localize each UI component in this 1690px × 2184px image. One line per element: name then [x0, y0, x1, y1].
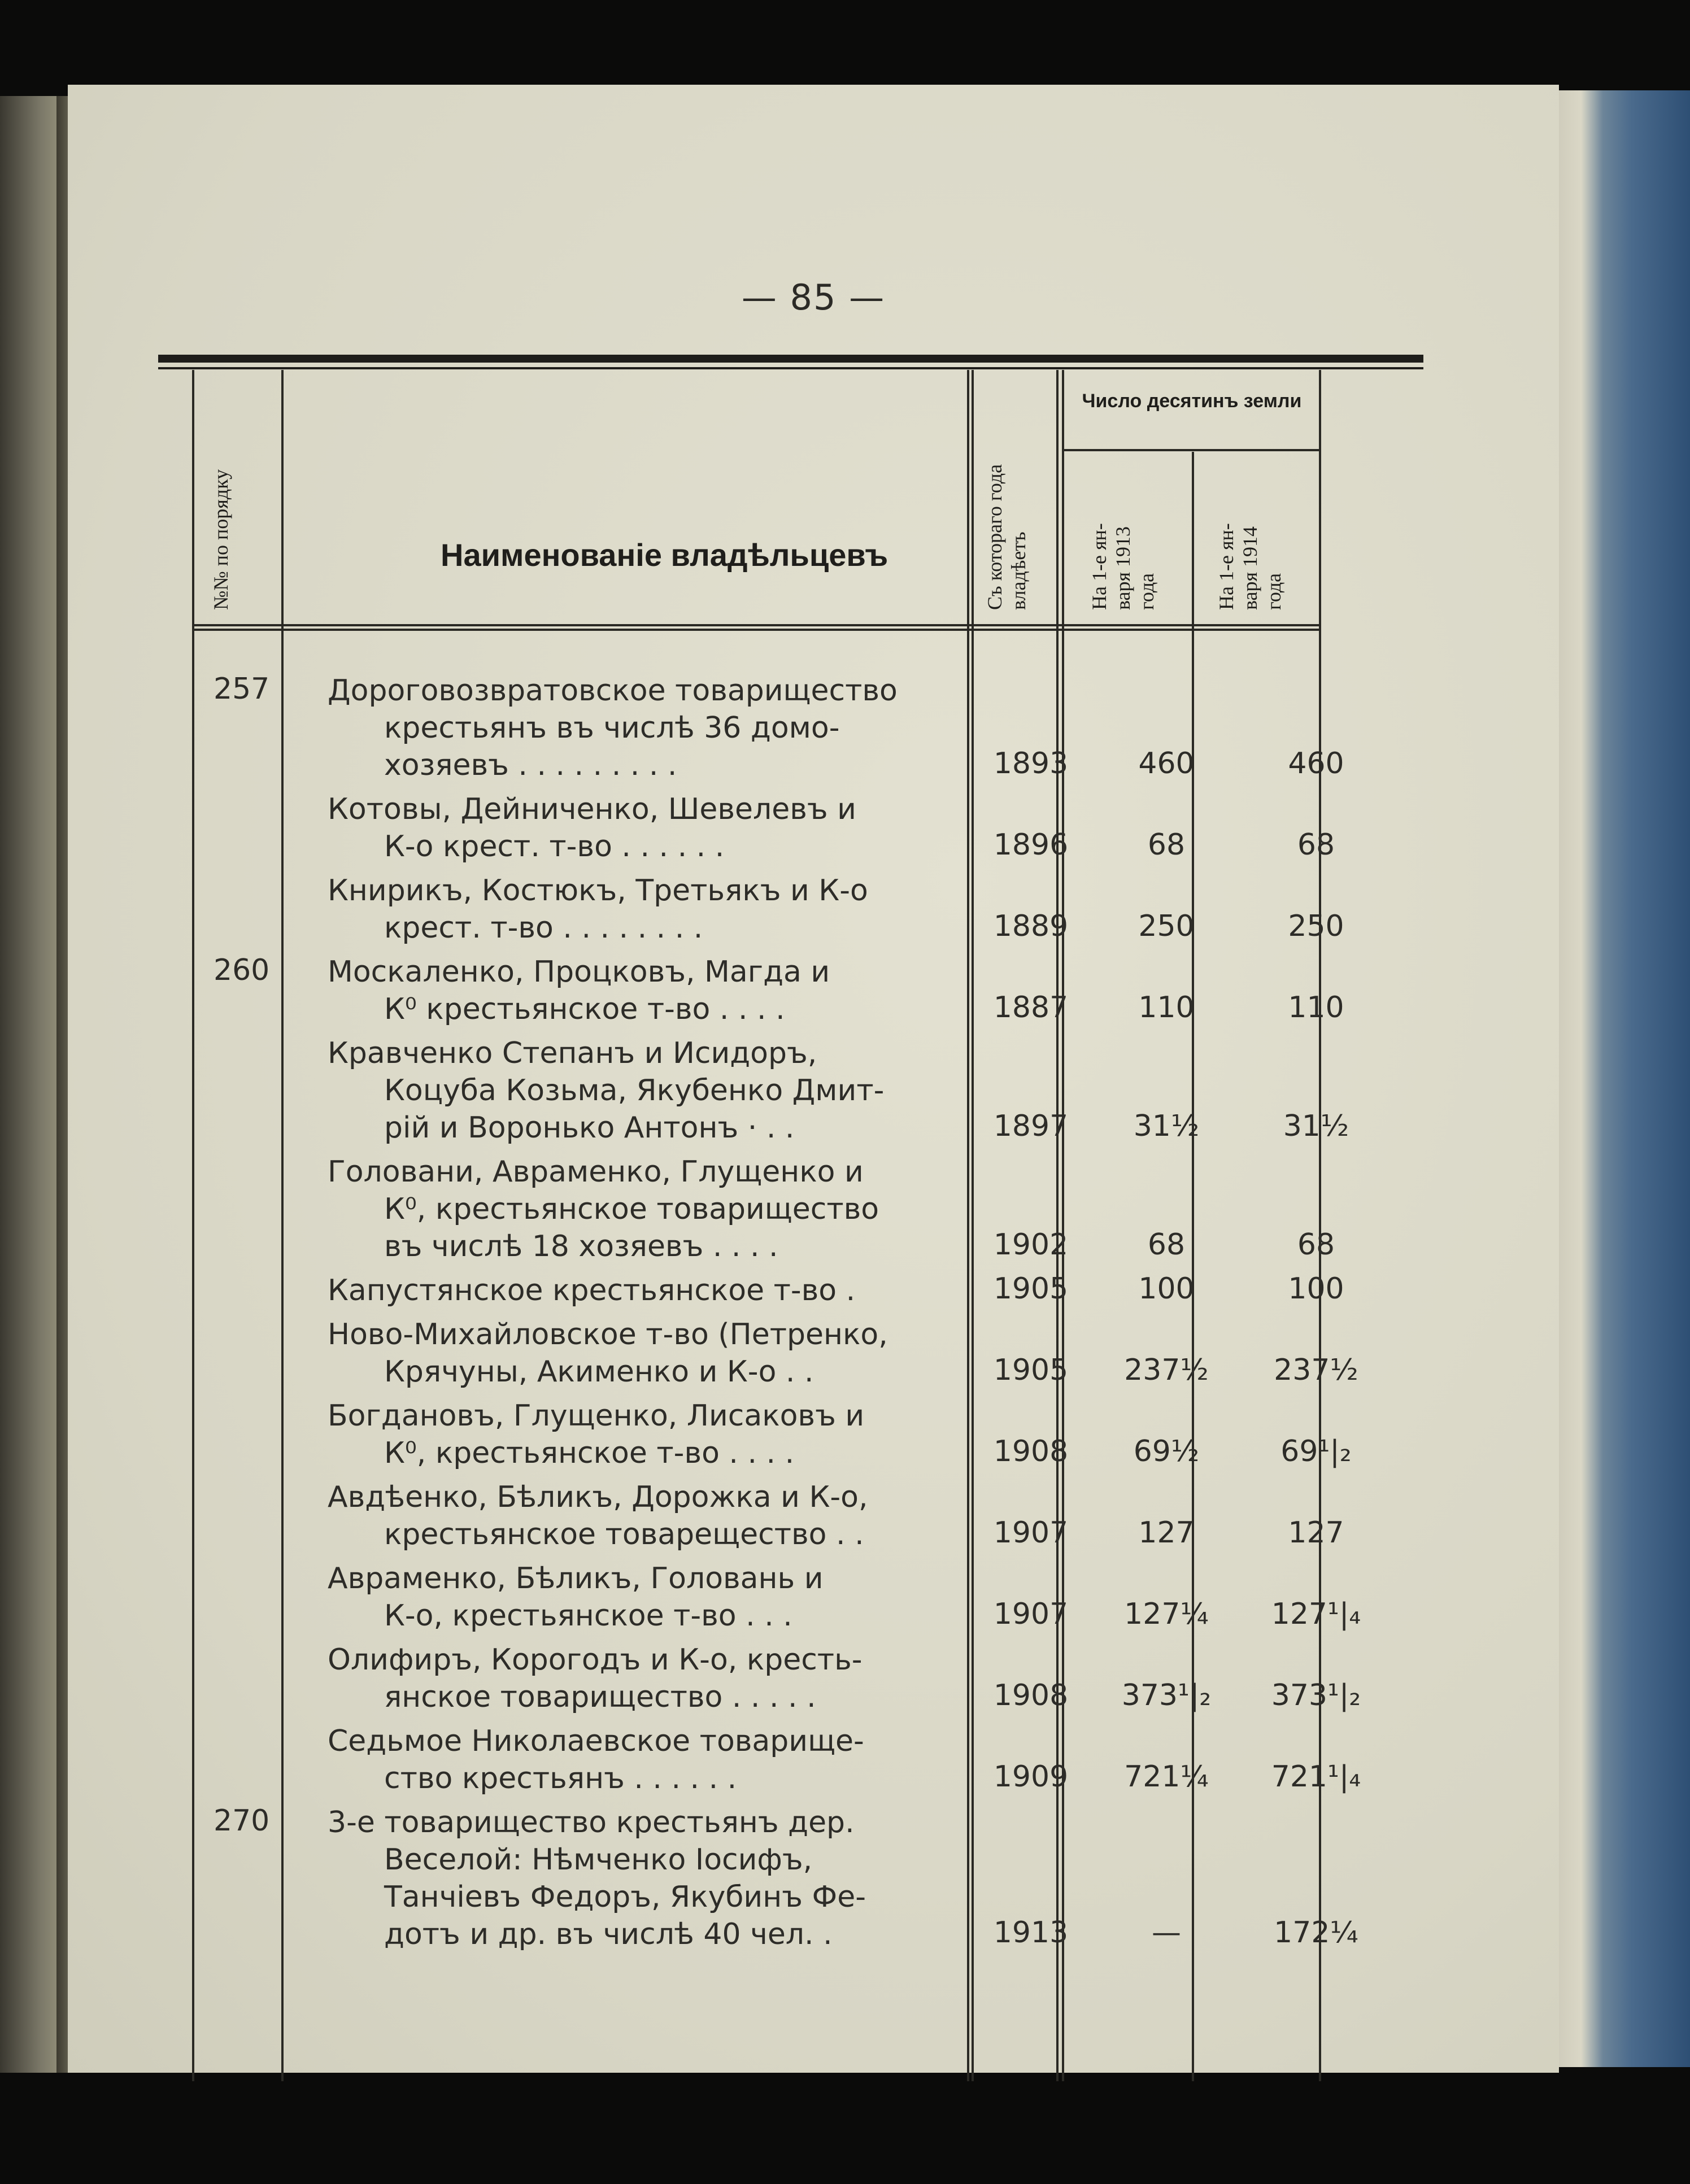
owner-name-line: крест. т-во . . . . . . . . — [384, 911, 703, 945]
header-owner-name: Наименованіе владѣльцевъ — [441, 537, 888, 573]
owner-name-line: дотъ и др. въ числѣ 40 чел. . — [384, 1917, 833, 1951]
owner-name — [328, 872, 972, 947]
owner-name-line: янское товарищество . . . . . — [384, 1680, 816, 1714]
owner-name-line: Котовы, Дейниченко, Шевелевъ и — [328, 792, 856, 826]
area-1913-value: 110 — [1138, 991, 1195, 1025]
owner-name — [328, 1397, 972, 1472]
owner-name-line: Капустянское крестьянское т-во . — [328, 1274, 856, 1307]
header-group-rule — [1062, 449, 1319, 451]
column-divider — [1062, 370, 1064, 2081]
owner-name-line: хозяевъ . . . . . . . . . — [384, 748, 677, 782]
owner-name — [328, 1272, 972, 1309]
area-1913-value: 721¼ — [1124, 1760, 1209, 1794]
owner-name-line: Кравченко Степанъ и Исидоръ, — [328, 1036, 817, 1070]
owner-name-line: К⁰, крестьянское товарищество — [384, 1192, 879, 1226]
owner-name-line: Ново-Михайловское т-во (Петренко, — [328, 1318, 888, 1352]
page-number: — 85 — — [741, 277, 886, 318]
area-1914-value: 110 — [1288, 991, 1344, 1025]
owner-name — [328, 1316, 972, 1390]
area-1913-value: 460 — [1138, 747, 1195, 781]
owner-name-line: К⁰, крестьянское т-во . . . . — [384, 1436, 795, 1470]
year-value: 1896 — [993, 828, 1069, 862]
table-top-rule — [158, 355, 1423, 363]
owner-name — [328, 672, 972, 784]
owner-name-line: крестьянъ въ числѣ 36 домо- — [384, 711, 840, 745]
owner-name — [328, 1035, 972, 1147]
year-value: 1908 — [993, 1679, 1069, 1712]
year-value: 1913 — [993, 1916, 1069, 1950]
owner-name-line: К⁰ крестьянское т-во . . . . — [384, 992, 785, 1026]
owner-name-line: Книрикъ, Костюкъ, Третьякъ и К-о — [328, 874, 868, 908]
area-1914-value: 127¹|₄ — [1271, 1597, 1361, 1631]
owner-name-line: К-о крест. т-во . . . . . . — [384, 830, 725, 864]
year-value: 1893 — [993, 747, 1069, 781]
owner-name-line: Веселой: Нѣмченко Іосифъ, — [384, 1843, 813, 1877]
owner-name — [328, 1479, 972, 1553]
year-value: 1908 — [993, 1435, 1069, 1468]
owner-name — [328, 1641, 972, 1716]
column-divider — [972, 370, 974, 2081]
year-value: 1897 — [993, 1109, 1069, 1143]
owner-name-line: Седьмое Николаевское товарище- — [328, 1724, 864, 1758]
year-value: 1905 — [993, 1353, 1069, 1387]
owner-name — [328, 1804, 972, 1953]
column-divider — [1192, 452, 1194, 2081]
year-value: 1905 — [993, 1272, 1069, 1306]
year-value: 1907 — [993, 1516, 1069, 1550]
header-bottom-rule — [192, 629, 1319, 631]
area-1914-value: 100 — [1288, 1272, 1344, 1306]
area-1914-value: 127 — [1288, 1516, 1344, 1550]
year-value: 1907 — [993, 1597, 1069, 1631]
owner-name-line: Олифиръ, Корогодъ и К-о, кресть- — [328, 1643, 863, 1677]
area-1913-value: 237½ — [1124, 1353, 1209, 1387]
area-1914-value: 69¹|₂ — [1280, 1435, 1352, 1468]
owner-name-line: Головани, Авраменко, Глущенко и — [328, 1155, 864, 1189]
area-1913-value: 68 — [1147, 1228, 1186, 1262]
document-page — [68, 85, 1559, 2073]
owner-name-line: Коцуба Козьма, Якубенко Дмит- — [384, 1074, 885, 1108]
owner-name-line: ство крестьянъ . . . . . . — [384, 1762, 737, 1795]
year-value: 1889 — [993, 909, 1069, 943]
row-number: 257 — [214, 672, 270, 706]
table-top-rule-thin — [158, 367, 1423, 369]
owner-name-line: Танчіевъ Федоръ, Якубинъ Фе- — [384, 1880, 866, 1914]
owner-name-line: рій и Воронько Антонъ · . . — [384, 1111, 795, 1145]
row-number: 270 — [214, 1804, 270, 1838]
header-year-1913: На 1-е ян- варя 1913 года — [1088, 523, 1158, 610]
area-1913-value: 127¼ — [1124, 1597, 1209, 1631]
owner-name-line: крестьянское товарещество . . — [384, 1518, 864, 1551]
owner-name-line: Богдановъ, Глущенко, Лисаковъ и — [328, 1399, 865, 1433]
owner-name-line: Дороговозвратовское товарищество — [328, 674, 898, 708]
area-1914-value: 68 — [1297, 1228, 1335, 1262]
area-1913-value: — — [1152, 1916, 1181, 1950]
owner-name-line: въ числѣ 18 хозяевъ . . . . — [384, 1230, 778, 1263]
area-1914-value: 31½ — [1283, 1109, 1349, 1143]
area-1914-value: 237½ — [1274, 1353, 1358, 1387]
area-1913-value: 127 — [1138, 1516, 1195, 1550]
owner-name — [328, 1153, 972, 1265]
area-1913-value: 68 — [1147, 828, 1186, 862]
area-1914-value: 460 — [1288, 747, 1344, 781]
owner-name-line: Авдѣенко, Бѣликъ, Дорожка и К-о, — [328, 1480, 868, 1514]
area-1913-value: 69½ — [1133, 1435, 1200, 1468]
owner-name — [328, 1723, 972, 1797]
column-divider — [1319, 370, 1321, 2081]
year-value: 1909 — [993, 1760, 1069, 1794]
owner-name — [328, 791, 972, 865]
area-1913-value: 31½ — [1133, 1109, 1200, 1143]
year-value: 1902 — [993, 1228, 1069, 1262]
column-divider — [192, 370, 194, 2081]
header-bottom-rule — [192, 624, 1319, 626]
area-1914-value: 172¼ — [1274, 1916, 1358, 1950]
area-1914-value: 721¹|₄ — [1271, 1760, 1361, 1794]
owner-name — [328, 1560, 972, 1634]
area-1914-value: 250 — [1288, 909, 1344, 943]
owner-name-line: 3-е товарищество крестьянъ дер. — [328, 1806, 855, 1839]
year-value: 1887 — [993, 991, 1069, 1025]
header-land-area-group: Число десятинъ земли — [1082, 390, 1302, 412]
area-1914-value: 373¹|₂ — [1271, 1679, 1361, 1712]
column-divider — [1056, 370, 1059, 2081]
row-number: 260 — [214, 953, 270, 987]
area-1914-value: 68 — [1297, 828, 1335, 862]
header-row-number: №№ по порядку — [210, 469, 232, 610]
area-1913-value: 100 — [1138, 1272, 1195, 1306]
owner-name-line: Авраменко, Бѣликъ, Головань и — [328, 1562, 824, 1596]
area-1913-value: 373¹|₂ — [1121, 1679, 1212, 1712]
book-cover-edge — [1545, 90, 1690, 2067]
owner-name-line: К-о, крестьянское т-во . . . — [384, 1599, 792, 1633]
owner-name — [328, 953, 972, 1028]
owner-name-line: Крячуны, Акименко и К-о . . — [384, 1355, 814, 1389]
area-1913-value: 250 — [1138, 909, 1195, 943]
header-since-year: Съ котораго года владѣетъ — [983, 464, 1030, 610]
header-year-1914: На 1-е ян- варя 1914 года — [1215, 523, 1285, 610]
owner-name-line: Москаленко, Процковъ, Магда и — [328, 955, 830, 989]
